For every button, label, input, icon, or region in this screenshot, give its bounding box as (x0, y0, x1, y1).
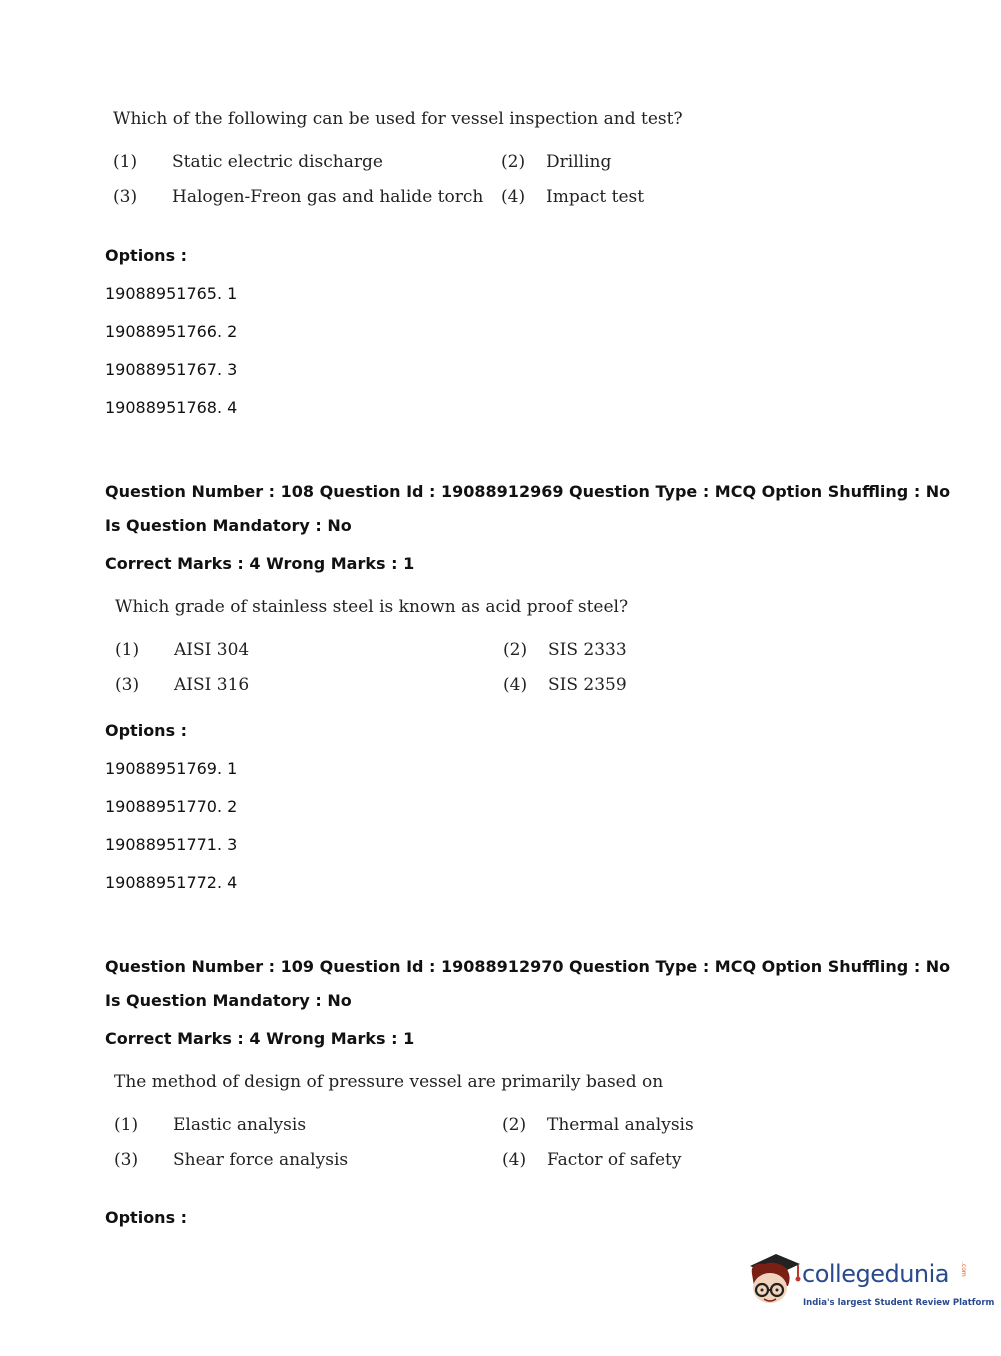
choice-text: SIS 2333 (548, 640, 627, 660)
question-meta: Question Number : 109 Question Id : 19088912970 Question Type : MCQ Option Shuffling : No (105, 957, 951, 976)
choice-text: AISI 304 (174, 640, 250, 660)
question-text: Which of the following can be used for vessel inspection and test? (113, 109, 683, 129)
options-label: Options : (105, 721, 188, 740)
logo-domain: .com (960, 1262, 967, 1277)
question-meta: Question Number : 108 Question Id : 19088912969 Question Type : MCQ Option Shuffling : No (105, 482, 951, 501)
mascot-icon (742, 1248, 804, 1310)
choice-text: Factor of safety (547, 1150, 682, 1170)
choice-number: (1) (113, 152, 138, 172)
choice-number: (2) (502, 1115, 527, 1135)
choice-number: (2) (503, 640, 528, 660)
option-id: 19088951766. 2 (105, 322, 238, 341)
logo-tagline: India's largest Student Review Platform (803, 1298, 995, 1308)
question-marks: Correct Marks : 4 Wrong Marks : 1 (105, 1029, 415, 1048)
option-id: 19088951769. 1 (105, 759, 238, 778)
choice-text: Halogen-Freon gas and halide torch (172, 187, 484, 207)
choice-text: Static electric discharge (172, 152, 383, 172)
choice-text: Drilling (546, 152, 612, 172)
choice-number: (1) (114, 1115, 139, 1135)
choice-text: Impact test (546, 187, 645, 207)
choice-number: (1) (115, 640, 140, 660)
choice-number: (3) (114, 1150, 139, 1170)
option-id: 19088951765. 1 (105, 284, 238, 303)
options-label: Options : (105, 1208, 188, 1227)
choice-number: (4) (503, 675, 528, 695)
question-text: Which grade of stainless steel is known as acid proof steel? (115, 597, 629, 617)
question-marks: Correct Marks : 4 Wrong Marks : 1 (105, 554, 415, 573)
choice-text: Elastic analysis (173, 1115, 307, 1135)
logo-wordmark: collegedunia (802, 1260, 950, 1288)
question-mandatory: Is Question Mandatory : No (105, 991, 352, 1010)
choice-text: Shear force analysis (173, 1150, 349, 1170)
collegedunia-logo (742, 1248, 995, 1318)
option-id: 19088951772. 4 (105, 873, 238, 892)
option-id: 19088951768. 4 (105, 398, 238, 417)
options-label: Options : (105, 246, 188, 265)
question-mandatory: Is Question Mandatory : No (105, 516, 352, 535)
choice-number: (4) (502, 1150, 527, 1170)
choice-number: (3) (113, 187, 138, 207)
option-id: 19088951770. 2 (105, 797, 238, 816)
question-text: The method of design of pressure vessel are primarily based on (114, 1072, 664, 1092)
choice-text: SIS 2359 (548, 675, 627, 695)
choice-number: (4) (501, 187, 526, 207)
choice-number: (2) (501, 152, 526, 172)
choice-text: AISI 316 (174, 675, 250, 695)
option-id: 19088951767. 3 (105, 360, 238, 379)
choice-text: Thermal analysis (547, 1115, 694, 1135)
option-id: 19088951771. 3 (105, 835, 238, 854)
choice-number: (3) (115, 675, 140, 695)
